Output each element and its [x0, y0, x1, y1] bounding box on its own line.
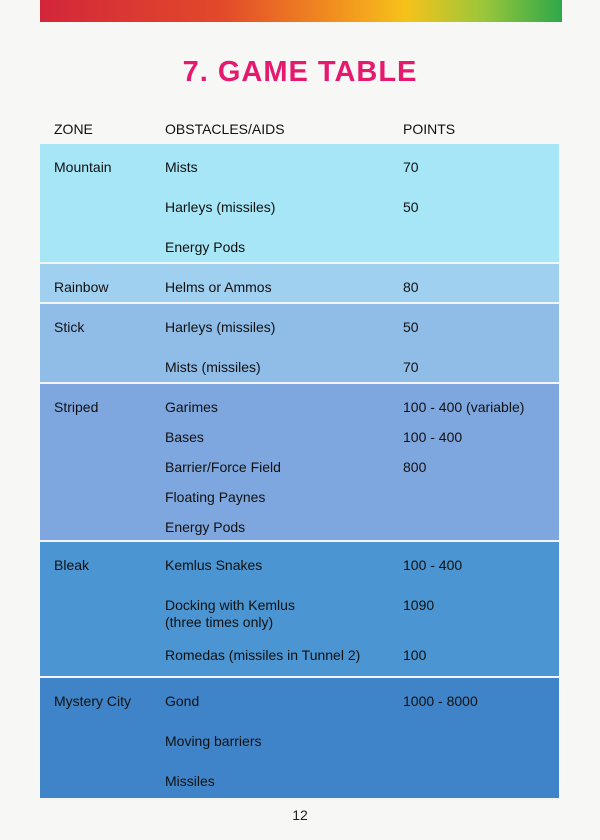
page-title: 7. GAME TABLE	[182, 56, 418, 88]
obstacle-cell	[165, 557, 262, 574]
points-cell: 70	[403, 159, 419, 175]
zone-section	[40, 304, 559, 384]
obstacle-cell	[165, 519, 245, 536]
obstacle-text: Moving barriers	[165, 733, 262, 749]
obstacle-cell	[165, 319, 275, 336]
points-cell: 50	[403, 199, 419, 215]
zone-name: Mystery City	[54, 693, 131, 709]
obstacle-cell	[165, 239, 245, 256]
obstacle-text: Harleys (missiles)	[165, 319, 276, 335]
obstacle-cell	[165, 693, 199, 710]
obstacle-text: Mists (missiles)	[165, 359, 261, 375]
obstacle-text: Bases	[165, 429, 204, 445]
obstacle-text: Energy Pods	[165, 239, 246, 255]
header-zone: ZONE	[54, 121, 93, 137]
obstacle-cell	[165, 459, 281, 476]
points-cell: 80	[403, 279, 419, 295]
game-table	[40, 144, 559, 800]
points-cell: 70	[403, 359, 419, 375]
obstacle-cell	[165, 597, 295, 631]
obstacle-text: Kemlus Snakes	[165, 557, 263, 573]
obstacle-cell	[165, 647, 360, 664]
obstacle-cell	[165, 399, 218, 416]
obstacle-text: Docking with Kemlus	[165, 597, 295, 613]
zone-section	[40, 144, 559, 264]
zone-section	[40, 678, 559, 800]
header-points: POINTS	[403, 121, 456, 137]
header-obstacles: OBSTACLES/AIDS	[165, 121, 285, 137]
obstacle-cell	[165, 279, 272, 296]
obstacle-text: Garimes	[165, 399, 218, 415]
obstacle-cell	[165, 773, 215, 790]
obstacle-text: Harleys (missiles)	[165, 199, 276, 215]
obstacle-cell	[165, 489, 265, 506]
points-cell: 50	[403, 319, 419, 335]
points-cell: 800	[403, 459, 427, 475]
obstacle-cell	[165, 733, 261, 750]
obstacle-text: Barrier/Force Field	[165, 459, 281, 475]
obstacle-cell	[165, 199, 275, 216]
page-number: 12	[292, 807, 308, 823]
points-cell: 1000 - 8000	[403, 693, 478, 709]
obstacle-text: Gond	[165, 693, 200, 709]
obstacle-note: (three times only)	[165, 614, 274, 630]
obstacle-cell	[165, 429, 204, 446]
obstacle-text: Romedas (missiles in Tunnel 2)	[165, 647, 361, 663]
obstacle-text: Floating Paynes	[165, 489, 266, 505]
points-cell: 100 - 400	[403, 429, 463, 445]
obstacle-text: Mists	[165, 159, 198, 175]
points-cell: 100 - 400	[403, 557, 463, 573]
zone-name: Rainbow	[54, 279, 109, 295]
zone-name: Stick	[54, 319, 85, 335]
obstacle-cell	[165, 159, 198, 176]
points-cell: 100	[403, 647, 427, 663]
zone-section	[40, 264, 559, 304]
zone-section	[40, 384, 559, 542]
color-stripe	[40, 0, 562, 22]
points-cell: 100 - 400 (variable)	[403, 399, 525, 415]
obstacle-text: Helms or Ammos	[165, 279, 272, 295]
zone-name: Mountain	[54, 159, 112, 175]
obstacle-text: Energy Pods	[165, 519, 246, 535]
zone-name: Striped	[54, 399, 99, 415]
obstacle-text: Missiles	[165, 773, 215, 789]
zone-name: Bleak	[54, 557, 90, 573]
zone-section	[40, 542, 559, 678]
points-cell: 1090	[403, 597, 435, 613]
obstacle-cell	[165, 359, 261, 376]
